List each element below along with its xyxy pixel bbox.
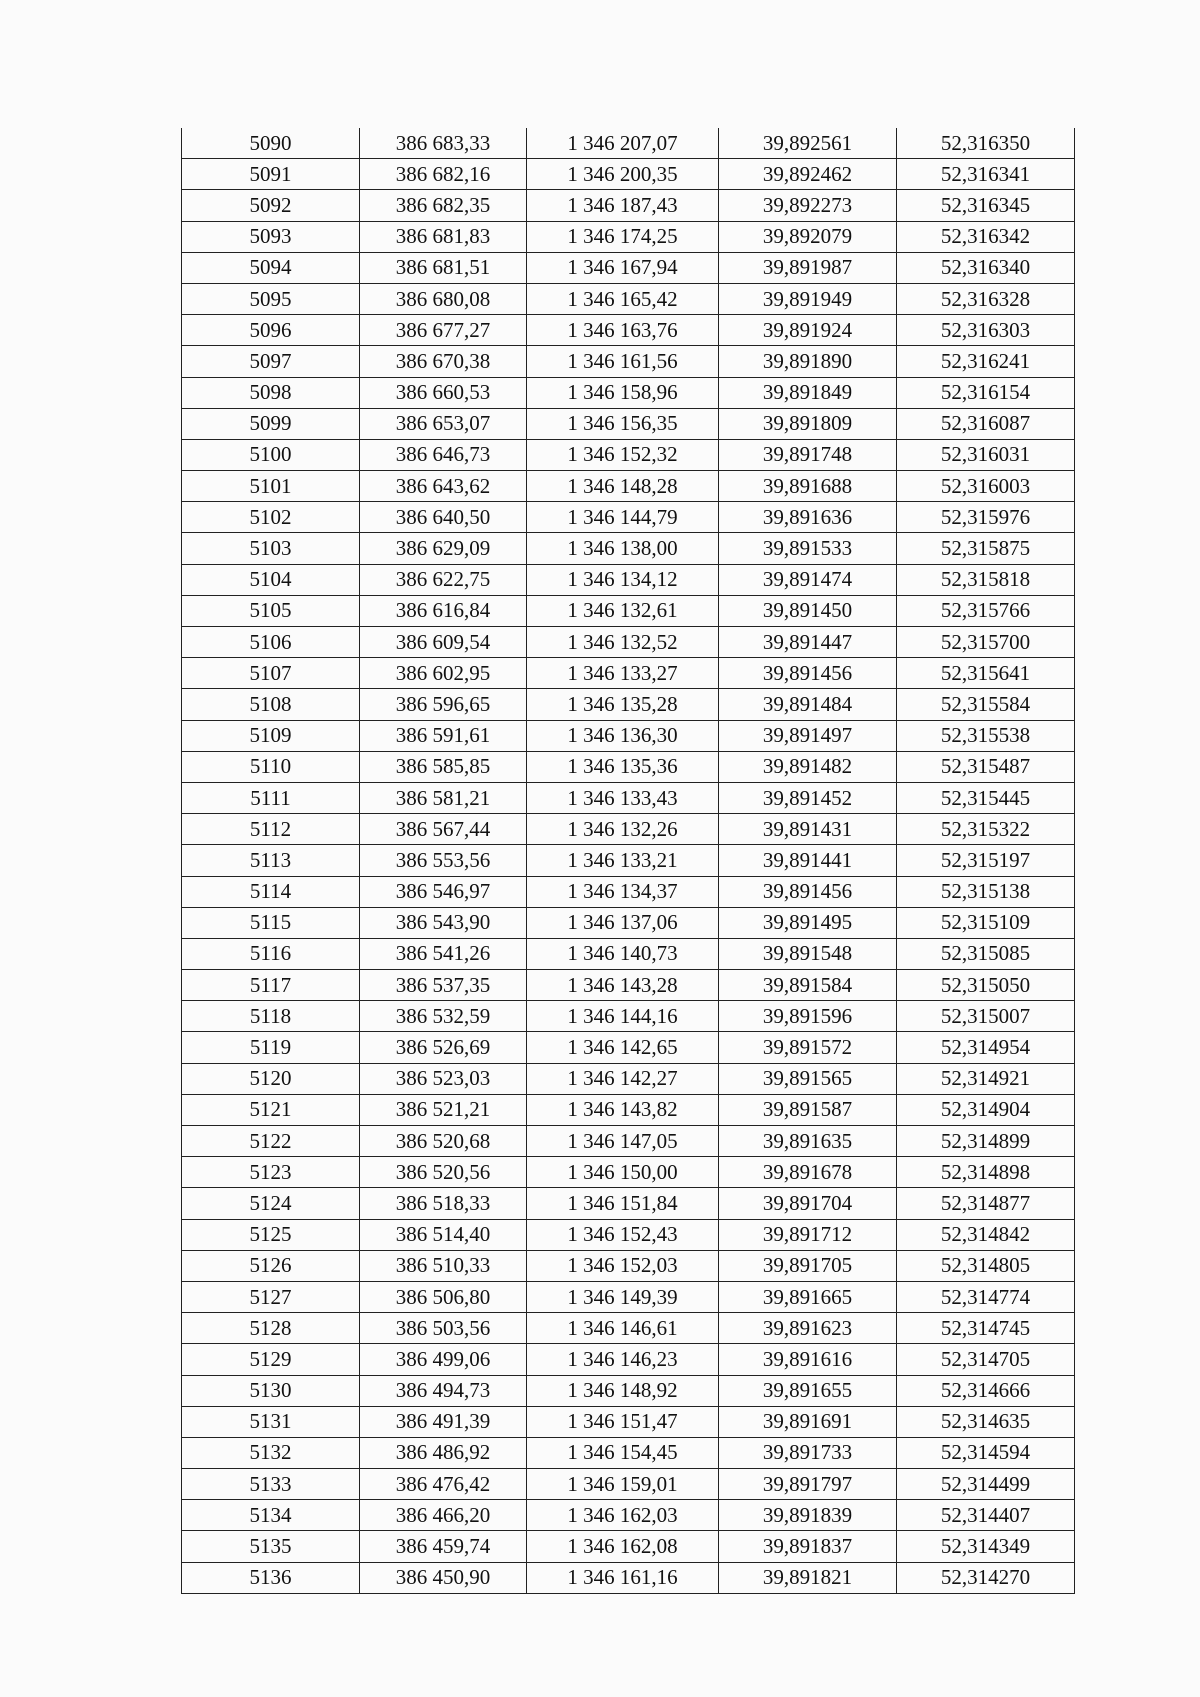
longitude-cell: 52,314270 — [897, 1562, 1075, 1593]
latitude-cell: 39,891584 — [719, 970, 897, 1001]
coordinates-table — [181, 128, 1075, 1594]
x-coordinate-cell: 386 591,61 — [360, 720, 527, 751]
table-row — [182, 408, 1075, 439]
point-number-cell: 5131 — [182, 1406, 360, 1437]
x-coordinate-cell: 386 609,54 — [360, 627, 527, 658]
x-coordinate-cell: 386 683,33 — [360, 128, 527, 159]
x-coordinate-cell: 386 486,92 — [360, 1437, 527, 1468]
x-coordinate-cell: 386 553,56 — [360, 845, 527, 876]
longitude-cell: 52,314349 — [897, 1531, 1075, 1562]
longitude-cell: 52,315085 — [897, 938, 1075, 969]
y-coordinate-cell: 1 346 134,37 — [527, 876, 719, 907]
point-number-cell: 5101 — [182, 471, 360, 502]
x-coordinate-cell: 386 677,27 — [360, 315, 527, 346]
latitude-cell: 39,892079 — [719, 221, 897, 252]
y-coordinate-cell: 1 346 167,94 — [527, 252, 719, 283]
latitude-cell: 39,891484 — [719, 689, 897, 720]
x-coordinate-cell: 386 680,08 — [360, 283, 527, 314]
table-row — [182, 720, 1075, 751]
x-coordinate-cell: 386 523,03 — [360, 1063, 527, 1094]
latitude-cell: 39,891572 — [719, 1032, 897, 1063]
point-number-cell: 5112 — [182, 814, 360, 845]
latitude-cell: 39,891733 — [719, 1437, 897, 1468]
point-number-cell: 5130 — [182, 1375, 360, 1406]
y-coordinate-cell: 1 346 132,61 — [527, 595, 719, 626]
y-coordinate-cell: 1 346 146,23 — [527, 1344, 719, 1375]
x-coordinate-cell: 386 537,35 — [360, 970, 527, 1001]
point-number-cell: 5134 — [182, 1500, 360, 1531]
latitude-cell: 39,891635 — [719, 1126, 897, 1157]
point-number-cell: 5095 — [182, 283, 360, 314]
point-number-cell: 5108 — [182, 689, 360, 720]
y-coordinate-cell: 1 346 154,45 — [527, 1437, 719, 1468]
x-coordinate-cell: 386 643,62 — [360, 471, 527, 502]
table-row — [182, 814, 1075, 845]
table-row — [182, 876, 1075, 907]
point-number-cell: 5127 — [182, 1281, 360, 1312]
longitude-cell: 52,315007 — [897, 1001, 1075, 1032]
latitude-cell: 39,891474 — [719, 564, 897, 595]
longitude-cell: 52,316031 — [897, 439, 1075, 470]
table-row — [182, 283, 1075, 314]
point-number-cell: 5090 — [182, 128, 360, 159]
point-number-cell: 5121 — [182, 1094, 360, 1125]
longitude-cell: 52,314842 — [897, 1219, 1075, 1250]
table-row — [182, 221, 1075, 252]
y-coordinate-cell: 1 346 147,05 — [527, 1126, 719, 1157]
y-coordinate-cell: 1 346 133,27 — [527, 658, 719, 689]
point-number-cell: 5115 — [182, 907, 360, 938]
latitude-cell: 39,891821 — [719, 1562, 897, 1593]
latitude-cell: 39,891837 — [719, 1531, 897, 1562]
point-number-cell: 5096 — [182, 315, 360, 346]
longitude-cell: 52,314407 — [897, 1500, 1075, 1531]
y-coordinate-cell: 1 346 135,28 — [527, 689, 719, 720]
point-number-cell: 5106 — [182, 627, 360, 658]
longitude-cell: 52,316303 — [897, 315, 1075, 346]
x-coordinate-cell: 386 510,33 — [360, 1250, 527, 1281]
longitude-cell: 52,315875 — [897, 533, 1075, 564]
table-row — [182, 252, 1075, 283]
y-coordinate-cell: 1 346 134,12 — [527, 564, 719, 595]
longitude-cell: 52,315538 — [897, 720, 1075, 751]
table-row — [182, 1157, 1075, 1188]
x-coordinate-cell: 386 546,97 — [360, 876, 527, 907]
latitude-cell: 39,891495 — [719, 907, 897, 938]
longitude-cell: 52,316328 — [897, 283, 1075, 314]
latitude-cell: 39,891797 — [719, 1469, 897, 1500]
point-number-cell: 5132 — [182, 1437, 360, 1468]
longitude-cell: 52,315700 — [897, 627, 1075, 658]
x-coordinate-cell: 386 518,33 — [360, 1188, 527, 1219]
longitude-cell: 52,315641 — [897, 658, 1075, 689]
y-coordinate-cell: 1 346 162,08 — [527, 1531, 719, 1562]
x-coordinate-cell: 386 581,21 — [360, 782, 527, 813]
point-number-cell: 5113 — [182, 845, 360, 876]
table-row — [182, 502, 1075, 533]
latitude-cell: 39,891431 — [719, 814, 897, 845]
table-row — [182, 439, 1075, 470]
y-coordinate-cell: 1 346 132,52 — [527, 627, 719, 658]
y-coordinate-cell: 1 346 142,65 — [527, 1032, 719, 1063]
latitude-cell: 39,891688 — [719, 471, 897, 502]
x-coordinate-cell: 386 491,39 — [360, 1406, 527, 1437]
longitude-cell: 52,315138 — [897, 876, 1075, 907]
table-row — [182, 627, 1075, 658]
y-coordinate-cell: 1 346 152,43 — [527, 1219, 719, 1250]
latitude-cell: 39,891839 — [719, 1500, 897, 1531]
latitude-cell: 39,891748 — [719, 439, 897, 470]
y-coordinate-cell: 1 346 148,28 — [527, 471, 719, 502]
table-row — [182, 128, 1075, 159]
latitude-cell: 39,891587 — [719, 1094, 897, 1125]
table-row — [182, 782, 1075, 813]
y-coordinate-cell: 1 346 138,00 — [527, 533, 719, 564]
longitude-cell: 52,314877 — [897, 1188, 1075, 1219]
longitude-cell: 52,314898 — [897, 1157, 1075, 1188]
point-number-cell: 5118 — [182, 1001, 360, 1032]
y-coordinate-cell: 1 346 135,36 — [527, 751, 719, 782]
point-number-cell: 5098 — [182, 377, 360, 408]
latitude-cell: 39,891809 — [719, 408, 897, 439]
latitude-cell: 39,891596 — [719, 1001, 897, 1032]
longitude-cell: 52,314954 — [897, 1032, 1075, 1063]
latitude-cell: 39,892561 — [719, 128, 897, 159]
latitude-cell: 39,891987 — [719, 252, 897, 283]
table-row — [182, 471, 1075, 502]
table-row — [182, 1219, 1075, 1250]
table-row — [182, 377, 1075, 408]
table-row — [182, 845, 1075, 876]
y-coordinate-cell: 1 346 165,42 — [527, 283, 719, 314]
x-coordinate-cell: 386 526,69 — [360, 1032, 527, 1063]
point-number-cell: 5125 — [182, 1219, 360, 1250]
x-coordinate-cell: 386 521,21 — [360, 1094, 527, 1125]
x-coordinate-cell: 386 450,90 — [360, 1562, 527, 1593]
y-coordinate-cell: 1 346 146,61 — [527, 1313, 719, 1344]
y-coordinate-cell: 1 346 140,73 — [527, 938, 719, 969]
latitude-cell: 39,891890 — [719, 346, 897, 377]
y-coordinate-cell: 1 346 144,16 — [527, 1001, 719, 1032]
point-number-cell: 5104 — [182, 564, 360, 595]
table-row — [182, 595, 1075, 626]
point-number-cell: 5097 — [182, 346, 360, 377]
longitude-cell: 52,316003 — [897, 471, 1075, 502]
x-coordinate-cell: 386 543,90 — [360, 907, 527, 938]
longitude-cell: 52,314774 — [897, 1281, 1075, 1312]
latitude-cell: 39,891497 — [719, 720, 897, 751]
latitude-cell: 39,891678 — [719, 1157, 897, 1188]
latitude-cell: 39,891450 — [719, 595, 897, 626]
table-row — [182, 1126, 1075, 1157]
y-coordinate-cell: 1 346 143,82 — [527, 1094, 719, 1125]
latitude-cell: 39,891616 — [719, 1344, 897, 1375]
table-row — [182, 190, 1075, 221]
latitude-cell: 39,891441 — [719, 845, 897, 876]
longitude-cell: 52,314499 — [897, 1469, 1075, 1500]
latitude-cell: 39,891665 — [719, 1281, 897, 1312]
y-coordinate-cell: 1 346 142,27 — [527, 1063, 719, 1094]
longitude-cell: 52,315197 — [897, 845, 1075, 876]
y-coordinate-cell: 1 346 161,16 — [527, 1562, 719, 1593]
point-number-cell: 5128 — [182, 1313, 360, 1344]
point-number-cell: 5116 — [182, 938, 360, 969]
latitude-cell: 39,891705 — [719, 1250, 897, 1281]
longitude-cell: 52,316340 — [897, 252, 1075, 283]
x-coordinate-cell: 386 466,20 — [360, 1500, 527, 1531]
y-coordinate-cell: 1 346 148,92 — [527, 1375, 719, 1406]
longitude-cell: 52,315445 — [897, 782, 1075, 813]
table-row — [182, 1531, 1075, 1562]
point-number-cell: 5092 — [182, 190, 360, 221]
latitude-cell: 39,891849 — [719, 377, 897, 408]
table-row — [182, 1032, 1075, 1063]
x-coordinate-cell: 386 660,53 — [360, 377, 527, 408]
x-coordinate-cell: 386 585,85 — [360, 751, 527, 782]
x-coordinate-cell: 386 514,40 — [360, 1219, 527, 1250]
table-row — [182, 1094, 1075, 1125]
table-row — [182, 1313, 1075, 1344]
longitude-cell: 52,314904 — [897, 1094, 1075, 1125]
longitude-cell: 52,315109 — [897, 907, 1075, 938]
y-coordinate-cell: 1 346 133,43 — [527, 782, 719, 813]
longitude-cell: 52,316087 — [897, 408, 1075, 439]
x-coordinate-cell: 386 541,26 — [360, 938, 527, 969]
point-number-cell: 5126 — [182, 1250, 360, 1281]
point-number-cell: 5122 — [182, 1126, 360, 1157]
table-row — [182, 315, 1075, 346]
y-coordinate-cell: 1 346 151,47 — [527, 1406, 719, 1437]
latitude-cell: 39,892462 — [719, 159, 897, 190]
x-coordinate-cell: 386 532,59 — [360, 1001, 527, 1032]
table-row — [182, 1406, 1075, 1437]
y-coordinate-cell: 1 346 159,01 — [527, 1469, 719, 1500]
point-number-cell: 5135 — [182, 1531, 360, 1562]
point-number-cell: 5123 — [182, 1157, 360, 1188]
point-number-cell: 5119 — [182, 1032, 360, 1063]
latitude-cell: 39,891712 — [719, 1219, 897, 1250]
x-coordinate-cell: 386 629,09 — [360, 533, 527, 564]
y-coordinate-cell: 1 346 151,84 — [527, 1188, 719, 1219]
y-coordinate-cell: 1 346 143,28 — [527, 970, 719, 1001]
y-coordinate-cell: 1 346 163,76 — [527, 315, 719, 346]
point-number-cell: 5120 — [182, 1063, 360, 1094]
latitude-cell: 39,891924 — [719, 315, 897, 346]
latitude-cell: 39,891691 — [719, 1406, 897, 1437]
point-number-cell: 5114 — [182, 876, 360, 907]
latitude-cell: 39,891949 — [719, 283, 897, 314]
x-coordinate-cell: 386 670,38 — [360, 346, 527, 377]
longitude-cell: 52,314666 — [897, 1375, 1075, 1406]
x-coordinate-cell: 386 681,51 — [360, 252, 527, 283]
longitude-cell: 52,316350 — [897, 128, 1075, 159]
y-coordinate-cell: 1 346 152,32 — [527, 439, 719, 470]
table-row — [182, 346, 1075, 377]
point-number-cell: 5117 — [182, 970, 360, 1001]
x-coordinate-cell: 386 459,74 — [360, 1531, 527, 1562]
y-coordinate-cell: 1 346 156,35 — [527, 408, 719, 439]
table-row — [182, 1344, 1075, 1375]
point-number-cell: 5102 — [182, 502, 360, 533]
latitude-cell: 39,891636 — [719, 502, 897, 533]
point-number-cell: 5124 — [182, 1188, 360, 1219]
table-row — [182, 533, 1075, 564]
point-number-cell: 5099 — [182, 408, 360, 439]
table-row — [182, 970, 1075, 1001]
point-number-cell: 5109 — [182, 720, 360, 751]
y-coordinate-cell: 1 346 137,06 — [527, 907, 719, 938]
latitude-cell: 39,892273 — [719, 190, 897, 221]
point-number-cell: 5110 — [182, 751, 360, 782]
latitude-cell: 39,891482 — [719, 751, 897, 782]
x-coordinate-cell: 386 640,50 — [360, 502, 527, 533]
longitude-cell: 52,315976 — [897, 502, 1075, 533]
table-row — [182, 1281, 1075, 1312]
point-number-cell: 5133 — [182, 1469, 360, 1500]
table-row — [182, 1375, 1075, 1406]
point-number-cell: 5091 — [182, 159, 360, 190]
y-coordinate-cell: 1 346 133,21 — [527, 845, 719, 876]
table-row — [182, 1562, 1075, 1593]
table-row — [182, 1437, 1075, 1468]
longitude-cell: 52,314921 — [897, 1063, 1075, 1094]
table-row — [182, 751, 1075, 782]
point-number-cell: 5107 — [182, 658, 360, 689]
latitude-cell: 39,891704 — [719, 1188, 897, 1219]
table-row — [182, 1469, 1075, 1500]
x-coordinate-cell: 386 602,95 — [360, 658, 527, 689]
longitude-cell: 52,316341 — [897, 159, 1075, 190]
longitude-cell: 52,316154 — [897, 377, 1075, 408]
longitude-cell: 52,314594 — [897, 1437, 1075, 1468]
table-row — [182, 1500, 1075, 1531]
table-row — [182, 1188, 1075, 1219]
point-number-cell: 5111 — [182, 782, 360, 813]
table-row — [182, 159, 1075, 190]
x-coordinate-cell: 386 653,07 — [360, 408, 527, 439]
longitude-cell: 52,315584 — [897, 689, 1075, 720]
longitude-cell: 52,315818 — [897, 564, 1075, 595]
y-coordinate-cell: 1 346 161,56 — [527, 346, 719, 377]
y-coordinate-cell: 1 346 174,25 — [527, 221, 719, 252]
latitude-cell: 39,891623 — [719, 1313, 897, 1344]
x-coordinate-cell: 386 682,35 — [360, 190, 527, 221]
x-coordinate-cell: 386 520,56 — [360, 1157, 527, 1188]
x-coordinate-cell: 386 520,68 — [360, 1126, 527, 1157]
table-row — [182, 658, 1075, 689]
table-row — [182, 907, 1075, 938]
latitude-cell: 39,891565 — [719, 1063, 897, 1094]
y-coordinate-cell: 1 346 150,00 — [527, 1157, 719, 1188]
point-number-cell: 5103 — [182, 533, 360, 564]
y-coordinate-cell: 1 346 136,30 — [527, 720, 719, 751]
latitude-cell: 39,891548 — [719, 938, 897, 969]
x-coordinate-cell: 386 494,73 — [360, 1375, 527, 1406]
longitude-cell: 52,316241 — [897, 346, 1075, 377]
y-coordinate-cell: 1 346 200,35 — [527, 159, 719, 190]
y-coordinate-cell: 1 346 187,43 — [527, 190, 719, 221]
latitude-cell: 39,891456 — [719, 876, 897, 907]
longitude-cell: 52,314635 — [897, 1406, 1075, 1437]
longitude-cell: 52,314805 — [897, 1250, 1075, 1281]
longitude-cell: 52,315050 — [897, 970, 1075, 1001]
point-number-cell: 5094 — [182, 252, 360, 283]
y-coordinate-cell: 1 346 158,96 — [527, 377, 719, 408]
latitude-cell: 39,891447 — [719, 627, 897, 658]
latitude-cell: 39,891452 — [719, 782, 897, 813]
longitude-cell: 52,314899 — [897, 1126, 1075, 1157]
y-coordinate-cell: 1 346 162,03 — [527, 1500, 719, 1531]
table-row — [182, 938, 1075, 969]
table-row — [182, 564, 1075, 595]
x-coordinate-cell: 386 646,73 — [360, 439, 527, 470]
y-coordinate-cell: 1 346 207,07 — [527, 128, 719, 159]
longitude-cell: 52,315766 — [897, 595, 1075, 626]
x-coordinate-cell: 386 476,42 — [360, 1469, 527, 1500]
longitude-cell: 52,314705 — [897, 1344, 1075, 1375]
table-row — [182, 1001, 1075, 1032]
longitude-cell: 52,314745 — [897, 1313, 1075, 1344]
table-row — [182, 689, 1075, 720]
latitude-cell: 39,891533 — [719, 533, 897, 564]
point-number-cell: 5105 — [182, 595, 360, 626]
table-row — [182, 1063, 1075, 1094]
longitude-cell: 52,315322 — [897, 814, 1075, 845]
x-coordinate-cell: 386 616,84 — [360, 595, 527, 626]
longitude-cell: 52,315487 — [897, 751, 1075, 782]
x-coordinate-cell: 386 499,06 — [360, 1344, 527, 1375]
longitude-cell: 52,316342 — [897, 221, 1075, 252]
coordinates-table-container — [181, 128, 1074, 1594]
point-number-cell: 5136 — [182, 1562, 360, 1593]
latitude-cell: 39,891456 — [719, 658, 897, 689]
coordinates-table-body — [182, 128, 1075, 1593]
longitude-cell: 52,316345 — [897, 190, 1075, 221]
table-row — [182, 1250, 1075, 1281]
x-coordinate-cell: 386 567,44 — [360, 814, 527, 845]
x-coordinate-cell: 386 506,80 — [360, 1281, 527, 1312]
x-coordinate-cell: 386 622,75 — [360, 564, 527, 595]
point-number-cell: 5093 — [182, 221, 360, 252]
point-number-cell: 5100 — [182, 439, 360, 470]
x-coordinate-cell: 386 681,83 — [360, 221, 527, 252]
point-number-cell: 5129 — [182, 1344, 360, 1375]
y-coordinate-cell: 1 346 132,26 — [527, 814, 719, 845]
y-coordinate-cell: 1 346 144,79 — [527, 502, 719, 533]
y-coordinate-cell: 1 346 152,03 — [527, 1250, 719, 1281]
x-coordinate-cell: 386 596,65 — [360, 689, 527, 720]
latitude-cell: 39,891655 — [719, 1375, 897, 1406]
x-coordinate-cell: 386 503,56 — [360, 1313, 527, 1344]
x-coordinate-cell: 386 682,16 — [360, 159, 527, 190]
y-coordinate-cell: 1 346 149,39 — [527, 1281, 719, 1312]
